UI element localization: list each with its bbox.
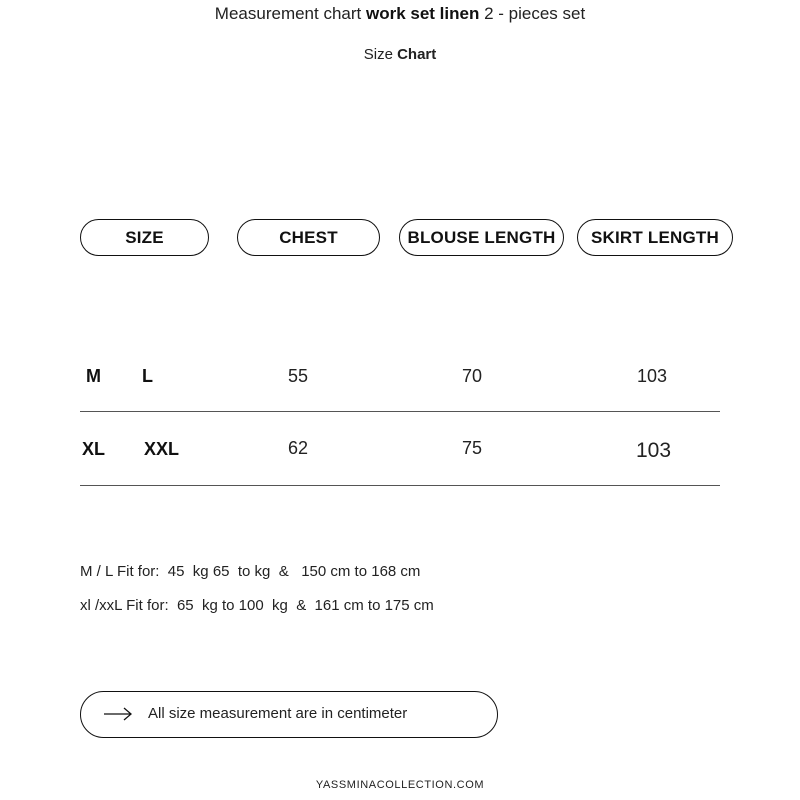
page-subtitle: Size Chart bbox=[363, 46, 437, 63]
header-blouse-length: BLOUSE LENGTH bbox=[399, 219, 564, 256]
header-skirt-length: SKIRT LENGTH bbox=[577, 219, 733, 256]
row-size-primary: XL bbox=[82, 439, 106, 459]
header-size: SIZE bbox=[80, 219, 209, 256]
row-size-secondary: XXL bbox=[144, 439, 180, 459]
title-product-name: work set linen bbox=[365, 4, 480, 23]
row-chest-value: 55 bbox=[288, 366, 309, 386]
row-skirt-value: 103 bbox=[637, 366, 668, 386]
arrow-right-icon bbox=[103, 706, 133, 722]
page-title: Measurement chart work set linen 2 - pieces set bbox=[214, 4, 586, 23]
callout-text: All size measurement are in centimeter bbox=[148, 705, 408, 722]
row-blouse-value: 75 bbox=[462, 438, 483, 458]
row-size-primary: M bbox=[86, 366, 101, 386]
row-divider bbox=[80, 485, 720, 486]
fit-note-m-l: M / L Fit for: 45 kg 65 to kg & 150 cm to 168 cm bbox=[80, 563, 421, 580]
row-divider bbox=[80, 411, 720, 412]
header-chest: CHEST bbox=[237, 219, 380, 256]
subtitle-bold: Chart bbox=[397, 46, 437, 63]
fit-note-xl-xxl: xl /xxL Fit for: 65 kg to 100 kg & 161 cm to 175 cm bbox=[80, 597, 434, 614]
measurement-unit-callout bbox=[80, 691, 498, 738]
footer-site-name: YASSMINACOLLECTION.COM bbox=[315, 779, 485, 791]
row-skirt-value: 103 bbox=[636, 439, 672, 462]
row-blouse-value: 70 bbox=[462, 366, 483, 386]
row-chest-value: 62 bbox=[288, 438, 309, 458]
row-size-secondary: L bbox=[142, 366, 153, 386]
